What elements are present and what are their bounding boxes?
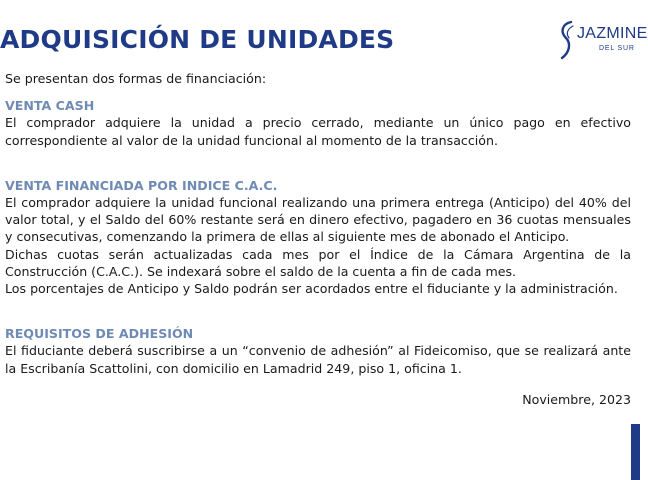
section-paragraph: El comprador adquiere la unidad a precio cerrado, mediante un único pago en efectivo correspondiente al valor de la unidad funcional al momento de la transacción.: [5, 115, 631, 148]
section-requisitos-adhesion: [5, 325, 631, 377]
corner-accent-bar: [631, 424, 640, 480]
section-heading: VENTA FINANCIADA POR INDICE C.A.C.: [5, 177, 278, 193]
section-paragraph: El comprador adquiere la unidad funcional realizando una primera entrega (Anticipo) del 40% del valor total, y el Saldo del 60% restante será en dinero efectivo, pagadero en 36 cuotas mensuales y consecutivas, comenzando la primera de ellas al siguiente mes de abonado el Anticipo.: [5, 195, 631, 245]
logo-subtitle: DEL SUR: [599, 45, 635, 52]
intro-text: Se presentan dos formas de financiación:: [5, 71, 267, 86]
section-heading: VENTA CASH: [5, 98, 95, 114]
document-body: [5, 70, 631, 408]
document-date: Noviembre, 2023: [522, 391, 631, 407]
logo-name: JAZMINE: [577, 25, 648, 42]
section-venta-cash: [5, 97, 631, 149]
section-paragraph: Los porcentajes de Anticipo y Saldo podrán ser acordados entre el fiduciante y la administración.: [5, 281, 618, 297]
section-paragraph: Dichas cuotas serán actualizadas cada mes por el Índice de la Cámara Argentina de la Construcción (C.A.C.). Se indexará sobre el saldo de la cuenta a fin de cada mes.: [5, 246, 631, 279]
brand-logo: [558, 20, 648, 62]
page-title: ADQUISICIÓN DE UNIDADES: [0, 25, 395, 54]
section-paragraph: El fiduciante deberá suscribirse a un “convenio de adhesión” al Fideicomiso, que se realizará ante la Escribanía Scattolini, con domicilio en Lamadrid 249, piso 1, oficina 1.: [5, 343, 631, 376]
section-venta-financiada: [5, 177, 631, 297]
s-swirl-logo-icon: [558, 20, 576, 60]
section-heading: REQUISITOS DE ADHESIÓN: [5, 326, 194, 342]
